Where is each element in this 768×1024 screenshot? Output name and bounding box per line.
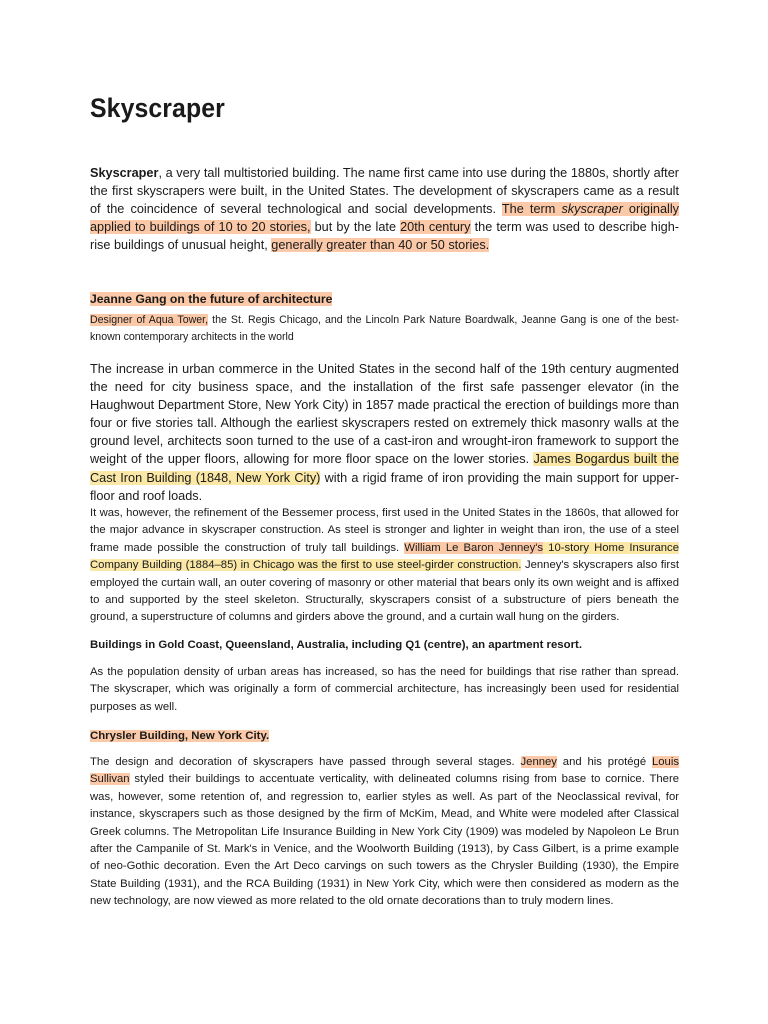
commerce-text-2: with a rigid frame of iron providing the main support for upper-floor and roof loads. (90, 470, 679, 503)
intro-text-3: the term was used to describe high-rise buildings of unusual height, (90, 220, 679, 253)
gang-caption-rest: the St. Regis Chicago, and the Lincoln Park Nature Boardwalk, Jeanne Gang is one of the best-known contemporary architects in the world (90, 314, 679, 343)
design-text-2: and his protégé (556, 756, 652, 768)
design-text-1: The design and decoration of skyscrapers have passed through several stages. (90, 756, 521, 768)
design-paragraph (90, 754, 679, 911)
highlight-aqua-tower: Designer of Aqua Tower, (90, 314, 209, 326)
highlight-louis-sullivan: Louis Sullivan (90, 756, 679, 786)
gang-heading-text: Jeanne Gang on the future of architecture (90, 292, 333, 306)
chrysler-heading-text: Chrysler Building, New York City. (90, 730, 270, 742)
chrysler-heading (90, 728, 679, 744)
commerce-text-1: The increase in urban commerce in the United States in the second half of the 19th century augmented the need for city business space, and the installation of the first safe passenger elevator (in the Haughwout Department Store, New York City) in 1857 made practical the erection of buildings more than four or five stories tall. Although the earliest skyscrapers rested on extremely thick masonry walls at the ground level, architects soon turned to the use of a cast-iron and wrought-iron framework to support the weight of the upper floors, allowing for more floor space on the lower stories. (90, 362, 679, 467)
gold-coast-heading: Buildings in Gold Coast, Queensland, Australia, including Q1 (centre), an apartment resort. (90, 639, 582, 651)
highlight-bogardus: James Bogardus built the Cast Iron Building (1848, New York City) (90, 452, 679, 485)
bessemer-paragraph (90, 505, 679, 627)
intro-text-1: , a very tall multistoried building. The name first came into use during the 1880s, shortly after the first skyscrapers were built, in the United States. The development of skyscrapers came as a result of the coincidence of several technological and social developments. (90, 166, 679, 217)
bessemer-text-1: It was, however, the refinement of the Bessemer process, first used in the United States in the 1860s, that allowed for the major advance in skyscraper construction. As steel is stronger and lighter in weight than iron, the use of a steel frame made possible the construction of truly tall buildings. (90, 507, 679, 554)
highlight-20th-century: 20th century (400, 220, 471, 235)
bessemer-text-2: Jenney's skyscrapers also first employed the curtain wall, an outer covering of masonry or other material that bears only its own weight and is affixed to and supported by the steel skeleton. Structurally, skyscrapers consist of a substructure of piers beneath the ground, a superstructure of columns and girders above the ground, and a curtain wall hung on the girders. (90, 559, 679, 624)
highlight-jenney-name: William Le Baron Jenney's (404, 541, 544, 554)
highlight-home-insurance: 10-story Home Insurance Company Building (1884–85) in Chicago was the first to use steel-girder construction. (90, 541, 679, 572)
gang-heading (90, 291, 679, 308)
page-title: Skyscraper (90, 93, 225, 123)
commerce-paragraph (90, 360, 679, 505)
intro-lead-term: Skyscraper (90, 166, 159, 180)
intro-text-2: but by the late (310, 220, 401, 235)
highlight-jenney: Jenney (520, 756, 557, 768)
design-text-3: styled their buildings to accentuate verticality, with delineated columns rising from base to cornice. There was, however, some retention of, and regression to, earlier styles as well. As part of the Neoclassical revival, for instance, skyscrapers such as those designed by the firm of McKim, Mead, and White were modeled after Classical Greek columns. The Metropolitan Life Insurance Building in New York City (1909) was modeled by Napoleon Le Brun after the Campanile of St. Mark's in Venice, and the Woolworth Building (1913), by Cass Gilbert, is a prime example of neo-Gothic decoration. Even the Art Deco carvings on such towers as the Chrysler Building (1930), the Empire State Building (1931), and the RCA Building (1931) in New York City, which were then considered as modern as the new technology, are now viewed as more related to the old ornate decorations than to truly modern lines. (90, 773, 679, 908)
density-paragraph: As the population density of urban areas has increased, so has the need for buildings that rise rather than spread. The skyscraper, which was originally a form of commercial architecture, has increasingly been used for residential purposes as well. (90, 666, 679, 713)
highlight-part-a: The term (501, 202, 562, 217)
highlight-40-50-stories: generally greater than 40 or 50 stories. (271, 238, 490, 253)
intro-paragraph (90, 164, 679, 254)
gang-caption (90, 312, 679, 345)
highlight-part-c: originally applied to buildings of 10 to 20 stories, (90, 202, 680, 235)
highlight-part-italic: skyscraper (561, 202, 623, 217)
